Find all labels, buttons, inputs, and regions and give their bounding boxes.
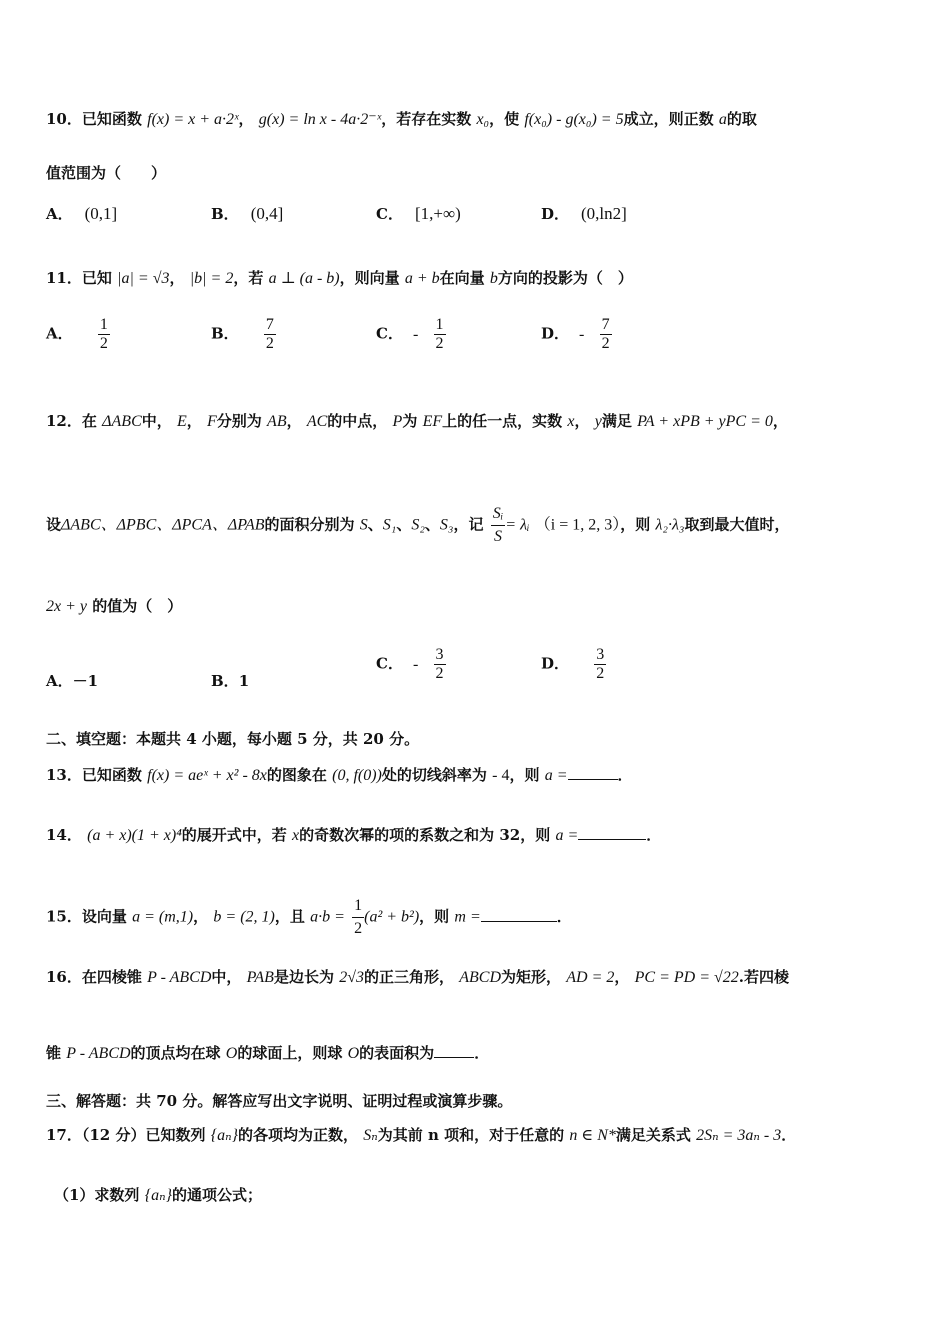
answer-blank[interactable] <box>568 765 618 780</box>
question-10-line-2: 值范围为（ ） <box>46 164 167 182</box>
q11-option-d[interactable]: D． - $\frac{7}{2}$ <box>541 316 610 352</box>
question-16-line-1: 16．在四棱锥 P - ABCD中， PAB是边长为 2√3的正三角形， ABCD为矩形， AD = 2， PC = PD = √22.若四棱 <box>46 968 790 986</box>
answer-blank[interactable] <box>578 825 646 840</box>
answer-blank[interactable] <box>481 907 557 922</box>
q12-option-c[interactable]: C． - $\frac{3}{2}$ <box>376 646 444 682</box>
math-f: f(x) = x + a·2ˣ <box>147 111 239 128</box>
math-equation: f(x₀) - g(x₀) = 5 <box>524 111 624 128</box>
q11-option-b[interactable]: B． $\frac{7}{2}$ <box>211 316 274 352</box>
math-g: g(x) = ln x - 4a·2⁻ˣ <box>258 111 382 128</box>
q11-option-a[interactable]: A． $\frac{1}{2}$ <box>46 316 108 352</box>
fraction: $\frac{3}{2}$ <box>596 646 605 682</box>
question-12-line-3: 2x + y 的值为（ ） <box>46 597 183 615</box>
question-number: 11． <box>46 269 82 287</box>
fraction: $\frac{7}{2}$ <box>601 316 610 352</box>
question-number: 17． <box>46 1126 82 1144</box>
question-11-line-1: 11．已知 |a| = √3， |b| = 2，若 a ⊥ (a - b)，则向量 a + b在向量 b方向的投影为（ ） <box>46 269 633 287</box>
section-heading-solve: 三、解答题：共 70 分。解答应写出文字说明、证明过程或演算步骤。 <box>46 1092 513 1110</box>
q10-option-d[interactable]: D． (0,ln2] <box>541 204 627 223</box>
question-16-line-2: 锥 P - ABCD的顶点均在球 O的球面上，则球 O的表面积为 ． <box>46 1044 490 1062</box>
fraction: $\frac{1}{2}$ <box>435 316 444 352</box>
q10-option-b[interactable]: B． (0,4] <box>211 204 284 223</box>
question-number: 10． <box>46 110 82 128</box>
math-equation: PA + xPB + yPC = 0 <box>637 413 773 430</box>
question-12-line-2: 设ΔABC、ΔPBC、ΔPCA、ΔPAB的面积分别为 S、S₁、S₂、S₃，记 $\frac{\text{Sᵢ}}{S}$ = λᵢ （i = 1, 2, 3），则 λ₂·λ₃取到最大值时， <box>46 503 910 548</box>
question-number: 13． <box>46 766 82 784</box>
question-number: 16． <box>46 968 82 986</box>
question-17: 17．（12 分）已知数列 {aₙ}的各项均为正数， Sₙ为其前 n 项和，对于任意的 n ∈ N*满足关系式 2Sₙ = 3aₙ - 3． <box>46 1126 797 1144</box>
fraction: $\frac{3}{2}$ <box>435 646 444 682</box>
q12-option-a[interactable]: A．－1 <box>46 672 99 690</box>
question-10-line-1: 10．已知函数 f(x) = x + a·2ˣ， g(x) = ln x - 4a·2⁻ˣ，若存在实数 x₀，使 f(x₀) - g(x₀) = 5成立，则正数 a的取 <box>46 110 757 128</box>
question-12-line-1: 12．在 ΔABC中， E， F分别为 AB， AC的中点， P为 EF上的任一点，实数 x， y满足 PA + xPB + yPC = 0， <box>46 412 788 430</box>
question-17-part-1: （1）求数列 {aₙ}的通项公式； <box>54 1186 262 1204</box>
q10-option-a[interactable]: A． (0,1] <box>46 204 118 223</box>
q10-option-c[interactable]: C． [1,+∞) <box>376 204 461 223</box>
section-heading-fill-in: 二、填空题：本题共 4 小题，每小题 5 分，共 20 分。 <box>46 730 420 748</box>
question-14: 14． (a + x)(1 + x)⁴的展开式中，若 x的奇数次幂的项的系数之和为 32，则 a = ． <box>46 826 662 844</box>
q11-option-c[interactable]: C． - $\frac{1}{2}$ <box>376 316 444 352</box>
question-number: 14． <box>46 826 82 844</box>
fraction: $\frac{\text{Sᵢ}}{S}$ <box>492 505 504 545</box>
question-number: 15． <box>46 907 82 926</box>
question-13: 13．已知函数 f(x) = aeˣ + x² - 8x的图象在 (0, f(0))处的切线斜率为 - 4，则 a = ． <box>46 766 633 784</box>
q12-option-b[interactable]: B．1 <box>211 672 250 690</box>
question-number: 12． <box>46 412 82 430</box>
fraction: $\frac{1}{2}$ <box>354 897 363 937</box>
question-15: 15．设向量 a = (m,1)， b = (2, 1)，且 a·b = $\frac{1}{2}$ (a² + b²)，则 m = ． <box>46 895 910 940</box>
fraction: $\frac{1}{2}$ <box>99 316 108 352</box>
q12-option-d[interactable]: D． $\frac{3}{2}$ <box>541 646 605 682</box>
answer-blank[interactable] <box>434 1043 474 1058</box>
fraction: $\frac{7}{2}$ <box>265 316 274 352</box>
